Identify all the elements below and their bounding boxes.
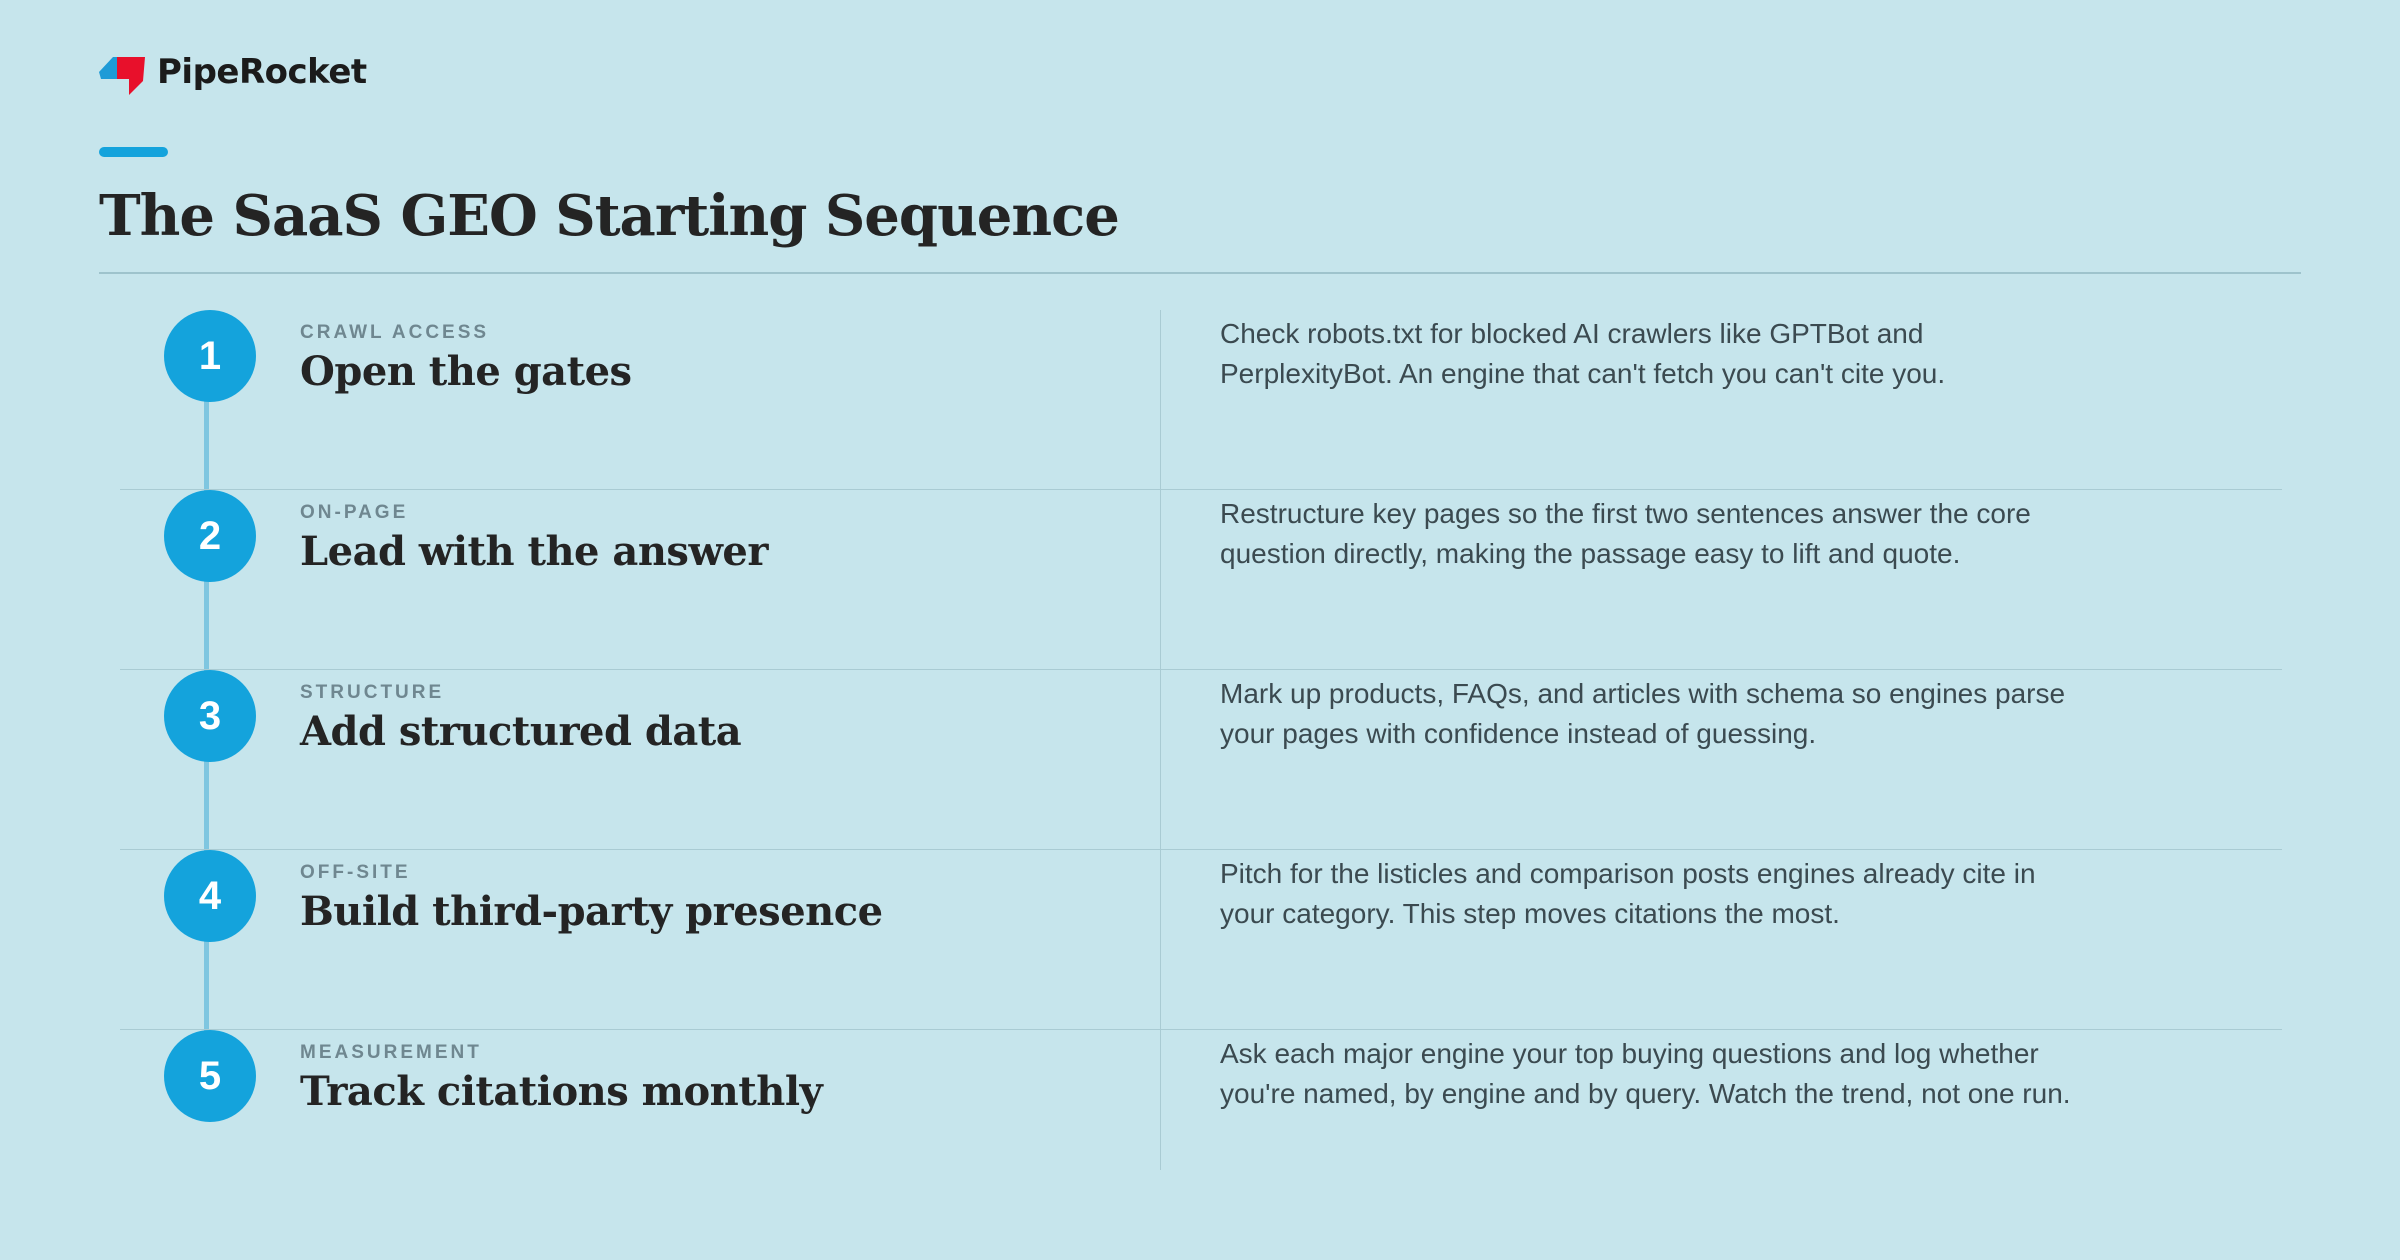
step-number-badge: 3 [164, 670, 256, 762]
step-category-label: MEASUREMENT [300, 1042, 482, 1063]
title-divider [99, 272, 2301, 274]
brand-name: PipeRocket [157, 52, 367, 92]
step-item [120, 670, 2282, 850]
step-category-label: STRUCTURE [300, 682, 445, 703]
step-number-badge: 4 [164, 850, 256, 942]
step-item [120, 490, 2282, 670]
step-description: Restructure key pages so the first two sentences answer the core question directly, making the passage easy to lift and quote. [1220, 498, 2031, 569]
step-category-label: ON-PAGE [300, 502, 409, 523]
step-heading: Add structured data [300, 708, 742, 755]
step-heading: Track citations monthly [300, 1068, 823, 1115]
step-description: Check robots.txt for blocked AI crawlers like GPTBot and PerplexityBot. An engine that can't fetch you can't cite you. [1220, 318, 1946, 389]
step-item [120, 310, 2282, 490]
step-heading: Lead with the answer [300, 528, 768, 575]
title-accent-bar [99, 147, 168, 157]
step-item [120, 1030, 2282, 1210]
step-category-label: OFF-SITE [300, 862, 411, 883]
step-number-badge: 5 [164, 1030, 256, 1122]
step-description: Pitch for the listicles and comparison posts engines already cite in your category. This step moves citations the most. [1220, 858, 2036, 929]
step-description: Ask each major engine your top buying questions and log whether you're named, by engine and by query. Watch the trend, not one run. [1220, 1038, 2071, 1109]
brand [99, 48, 367, 96]
page-title: The SaaS GEO Starting Sequence [99, 183, 1119, 249]
step-description: Mark up products, FAQs, and articles with schema so engines parse your pages with confidence instead of guessing. [1220, 678, 2066, 749]
step-heading: Open the gates [300, 348, 632, 395]
steps-list [120, 310, 2282, 1170]
step-number-badge: 1 [164, 310, 256, 402]
step-heading: Build third-party presence [300, 888, 883, 935]
piperocket-logo-icon [99, 49, 145, 95]
step-number-badge: 2 [164, 490, 256, 582]
step-category-label: CRAWL ACCESS [300, 322, 490, 343]
step-item [120, 850, 2282, 1030]
